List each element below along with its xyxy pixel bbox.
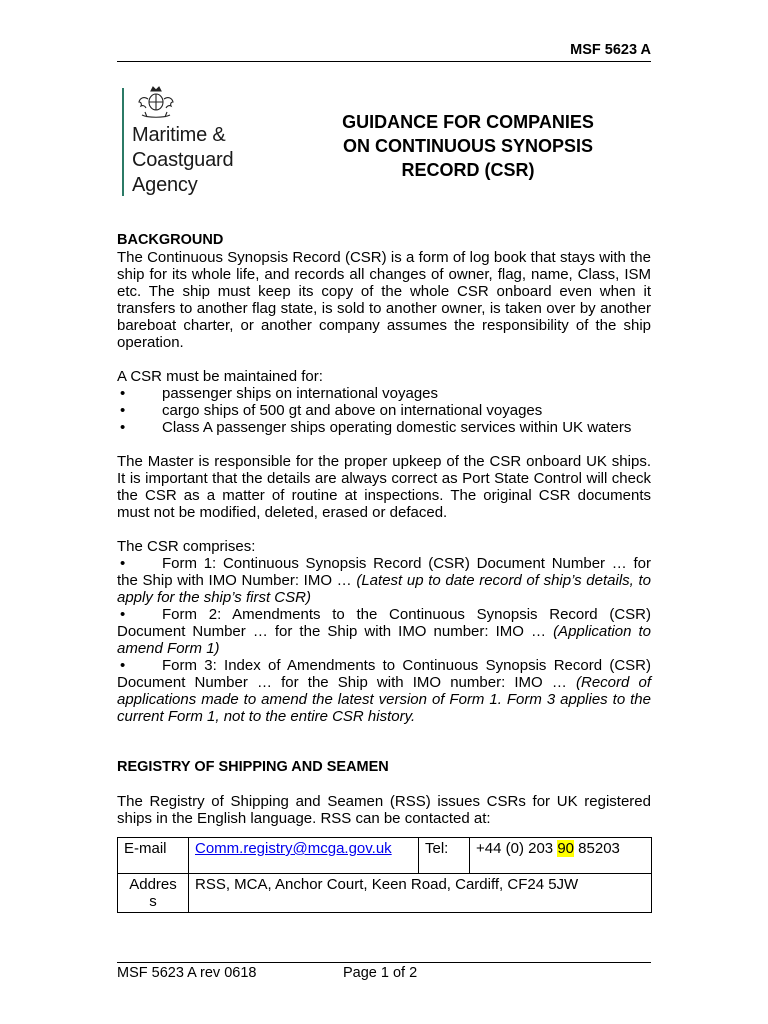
bullet-icon: • <box>120 419 126 436</box>
list-item: • Class A passenger ships operating domestic services within UK waters <box>117 419 651 436</box>
list-item: • cargo ships of 500 gt and above on international voyages <box>117 402 651 419</box>
document-title: GUIDANCE FOR COMPANIES ON CONTINUOUS SYNOPSIS RECORD (CSR) <box>342 112 594 180</box>
header-rule <box>117 61 651 62</box>
royal-crest-icon <box>136 85 176 121</box>
logo-line-3: Agency <box>132 174 198 196</box>
tel-label: Tel: <box>419 838 470 874</box>
background-heading: BACKGROUND <box>117 232 224 248</box>
tel-value: +44 (0) 203 90 85203 <box>470 838 652 874</box>
contact-table <box>117 837 652 913</box>
address-label: Addres s <box>118 874 189 913</box>
bullet-icon: • <box>120 657 126 674</box>
footer-rule <box>117 962 651 963</box>
mca-logo <box>122 85 292 205</box>
list-item: • passenger ships on international voyages <box>117 385 651 402</box>
form-list-item: • Form 2: Amendments to the Continuous Synopsis Record (CSR) Document Number … for the Ship with IMO number: IMO … (Application to amend Form 1) <box>117 606 652 657</box>
bullet-icon: • <box>120 402 126 419</box>
comprises-intro: The CSR comprises: <box>117 538 256 555</box>
table-row <box>118 874 652 913</box>
bullet-icon: • <box>120 385 126 402</box>
registry-heading: REGISTRY OF SHIPPING AND SEAMEN <box>117 759 389 775</box>
page-number: Page 1 of 2 <box>343 965 418 981</box>
form-list-item: • Form 3: Index of Amendments to Continuous Synopsis Record (CSR) Document Number … for the Ship with IMO number: IMO … (Record of applications made to amend the latest version of Form 1. Form 3 applies to the current Form 1, not to the entire CSR history. <box>117 657 651 725</box>
list-intro: A CSR must be maintained for: <box>117 368 323 385</box>
highlighted-digits: 90 <box>557 840 574 857</box>
table-row <box>118 838 652 874</box>
logo-line-2: Coastguard <box>132 149 234 171</box>
document-body <box>117 232 651 827</box>
bullet-icon: • <box>120 606 126 623</box>
email-label: E-mail <box>118 838 189 874</box>
registry-paragraph: The Registry of Shipping and Seamen (RSS) issues CSRs for UK registered ships in the English language. RSS can be contacted at: <box>117 793 651 827</box>
address-value: RSS, MCA, Anchor Court, Keen Road, Cardiff, CF24 5JW <box>189 874 652 913</box>
email-link[interactable]: Comm.registry@mcga.gov.uk <box>195 840 392 857</box>
logo-accent-bar <box>122 88 124 196</box>
logo-line-1: Maritime & <box>132 124 226 146</box>
master-paragraph: The Master is responsible for the proper upkeep of the CSR onboard UK ships. It is important that the details are always correct as Port State Control will check the CSR as a matter of routine at inspections. The original CSR documents must not be modified, deleted, erased or defaced. <box>117 453 651 521</box>
email-cell <box>189 838 419 874</box>
background-paragraph: The Continuous Synopsis Record (CSR) is a form of log book that stays with the ship for its whole life, and records all changes of owner, flag, name, Class, ISM etc. The ship must keep its copy of the whole CSR onboard even when it transfers to another flag state, is sold to another owner, is taken over by another bareboat charter, or another company assumes the responsibility of the ship operation. <box>117 249 651 351</box>
footer-revision: MSF 5623 A rev 0618 <box>117 965 257 981</box>
document-code: MSF 5623 A <box>570 42 651 58</box>
form-list-item: • Form 1: Continuous Synopsis Record (CSR) Document Number … for the Ship with IMO Number: IMO … (Latest up to date record of ship’s details, to apply for the ship’s first CSR) <box>117 555 651 606</box>
bullet-icon: • <box>120 555 126 572</box>
